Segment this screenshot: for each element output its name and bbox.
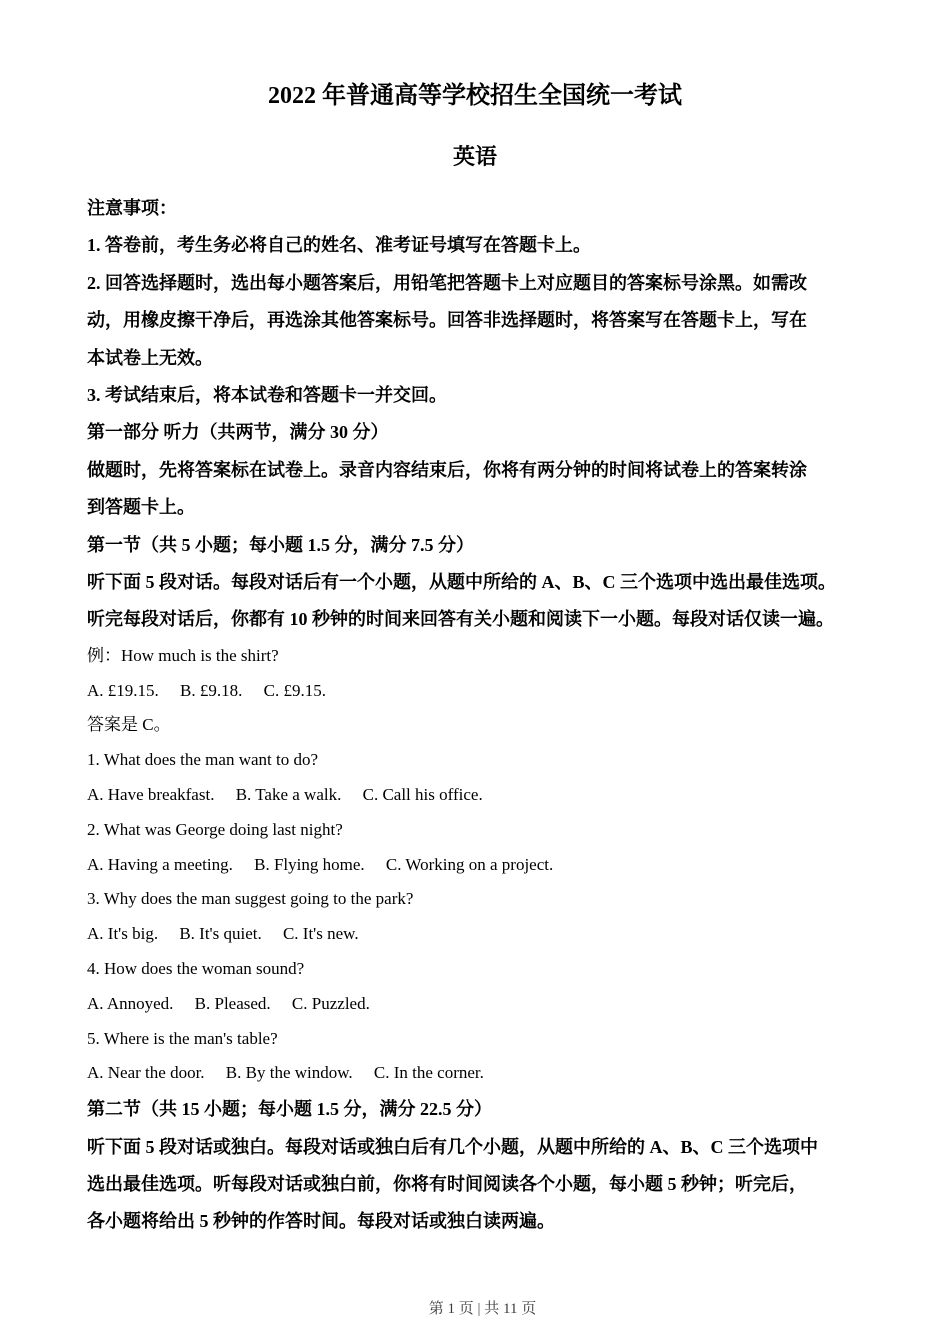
text-line: 选出最佳选项。听每段对话或独白前，你将有时间阅读各个小题，每小题 5 秒钟；听完后， [87,1174,807,1195]
text-line: 答案是 C。 [87,715,171,735]
text-line: 5. Where is the man's table? [87,1028,278,1048]
document-body [87,190,907,1241]
text-line: A. Annoyed. B. Pleased. C. Puzzled. [87,993,370,1013]
document-title: 2022 年普通高等学校招生全国统一考试 [268,83,682,109]
text-line: 1. 答卷前，考生务必将自己的姓名、准考证号填写在答题卡上。 [87,235,591,256]
text-line: 听完每段对话后，你都有 10 秒钟的时间来回答有关小题和阅读下一小题。每段对话仅读一遍。 [87,609,834,630]
text-line: 到答题卡上。 [87,497,195,518]
text-line: 2. What was George doing last night? [87,819,343,839]
text-line: 第二节（共 15 小题；每小题 1.5 分，满分 22.5 分） [87,1099,492,1120]
text-line: 第一节（共 5 小题；每小题 1.5 分，满分 7.5 分） [87,534,474,555]
text-line: 例：How much is the shirt? [87,645,279,665]
text-line: 本试卷上无效。 [87,347,213,368]
text-line: 4. How does the woman sound? [87,959,305,979]
text-line: A. Near the door. B. By the window. C. In the corner. [87,1063,484,1083]
document-subtitle: 英语 [452,144,497,169]
text-line: 做题时，先将答案标在试卷上。录音内容结束后，你将有两分钟的时间将试卷上的答案转涂 [87,459,807,480]
text-line: A. It's big. B. It's quiet. C. It's new. [87,924,359,944]
page-number-label: 第 1 页 [428,1301,478,1317]
text-line: A. Having a meeting. B. Flying home. C. Working on a project. [87,854,554,874]
footer-separator: | [477,1301,481,1317]
text-line: 听下面 5 段对话。每段对话后有一个小题，从题中所给的 A、B、C 三个选项中选出最佳选项。 [87,572,836,593]
text-line: 动，用橡皮擦干净后，再选涂其他答案标号。回答非选择题时，将答案写在答题卡上，写在 [87,310,807,331]
text-line: 3. 考试结束后，将本试卷和答题卡一并交回。 [87,385,447,406]
text-line: A. £19.15. B. £9.18. C. £9.15. [87,680,326,700]
page-total-label: 共 11 页 [480,1301,537,1317]
text-line: 2. 回答选择题时，选出每小题答案后，用铅笔把答题卡上对应题目的答案标号涂黑。如需改 [87,272,807,293]
text-line: 注意事项： [87,198,177,218]
text-line: 1. What does the man want to do? [87,750,319,770]
page-footer [0,1279,950,1339]
text-line: A. Have breakfast. B. Take a walk. C. Call his office. [87,785,483,805]
text-line: 第一部分 听力（共两节，满分 30 分） [87,422,389,443]
text-line: 听下面 5 段对话或独白。每段对话或独白后有几个小题，从题中所给的 A、B、C 三个选项中 [87,1136,818,1157]
text-line: 各小题将给出 5 秒钟的作答时间。每段对话或独白读两遍。 [87,1211,555,1232]
text-line: 3. Why does the man suggest going to the park? [87,889,414,909]
